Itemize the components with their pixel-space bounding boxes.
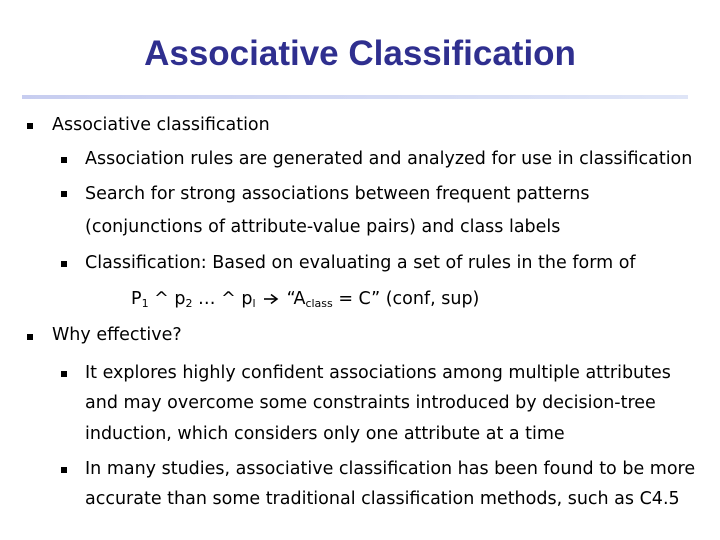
arrow-right-icon	[263, 293, 279, 305]
sub-bullet-marker	[61, 371, 67, 377]
formula-rest: = C” (conf, sup)	[332, 289, 480, 309]
rule-formula	[131, 289, 479, 314]
formula-caret: ^ p	[148, 289, 186, 309]
sub-bullet-strong-associations-line2: (conjunctions of attribute-value pairs) and class labels	[85, 217, 561, 237]
sub-bullet-studies-line1: In many studies, associative classification has been found to be more	[85, 459, 696, 479]
bullet-why-effective: Why effective?	[52, 325, 182, 345]
formula-sub-2: 2	[185, 297, 193, 310]
sub-bullet-classification-rules: Classification: Based on evaluating a set of rules in the form of	[85, 253, 636, 273]
sub-bullet-confident-associations-line3: induction, which considers only one attribute at a time	[85, 424, 565, 444]
title-underline	[22, 95, 688, 99]
sub-bullet-marker	[61, 261, 67, 267]
formula-sub-1: 1	[141, 297, 149, 310]
formula-sub-l: l	[252, 297, 256, 310]
sub-bullet-confident-associations-line2: and may overcome some constraints introduced by decision-tree	[85, 393, 656, 413]
formula-mid: … ^ p	[192, 289, 253, 309]
formula-sub-class: class	[305, 297, 333, 310]
bullet-marker	[27, 123, 33, 129]
slide-title: Associative Classification	[144, 34, 576, 73]
bullet-associative-classification: Associative classification	[52, 115, 270, 135]
formula-open: “A	[281, 289, 306, 309]
sub-bullet-association-rules: Association rules are generated and analyzed for use in classification	[85, 149, 693, 169]
formula-p: P	[131, 289, 142, 309]
sub-bullet-strong-associations-line1: Search for strong associations between frequent patterns	[85, 184, 590, 204]
sub-bullet-marker	[61, 467, 67, 473]
sub-bullet-confident-associations-line1: It explores highly confident associations among multiple attributes	[85, 363, 671, 383]
bullet-marker	[27, 334, 33, 340]
sub-bullet-studies-line2: accurate than some traditional classification methods, such as C4.5	[85, 489, 680, 509]
sub-bullet-marker	[61, 157, 67, 163]
sub-bullet-marker	[61, 191, 67, 197]
